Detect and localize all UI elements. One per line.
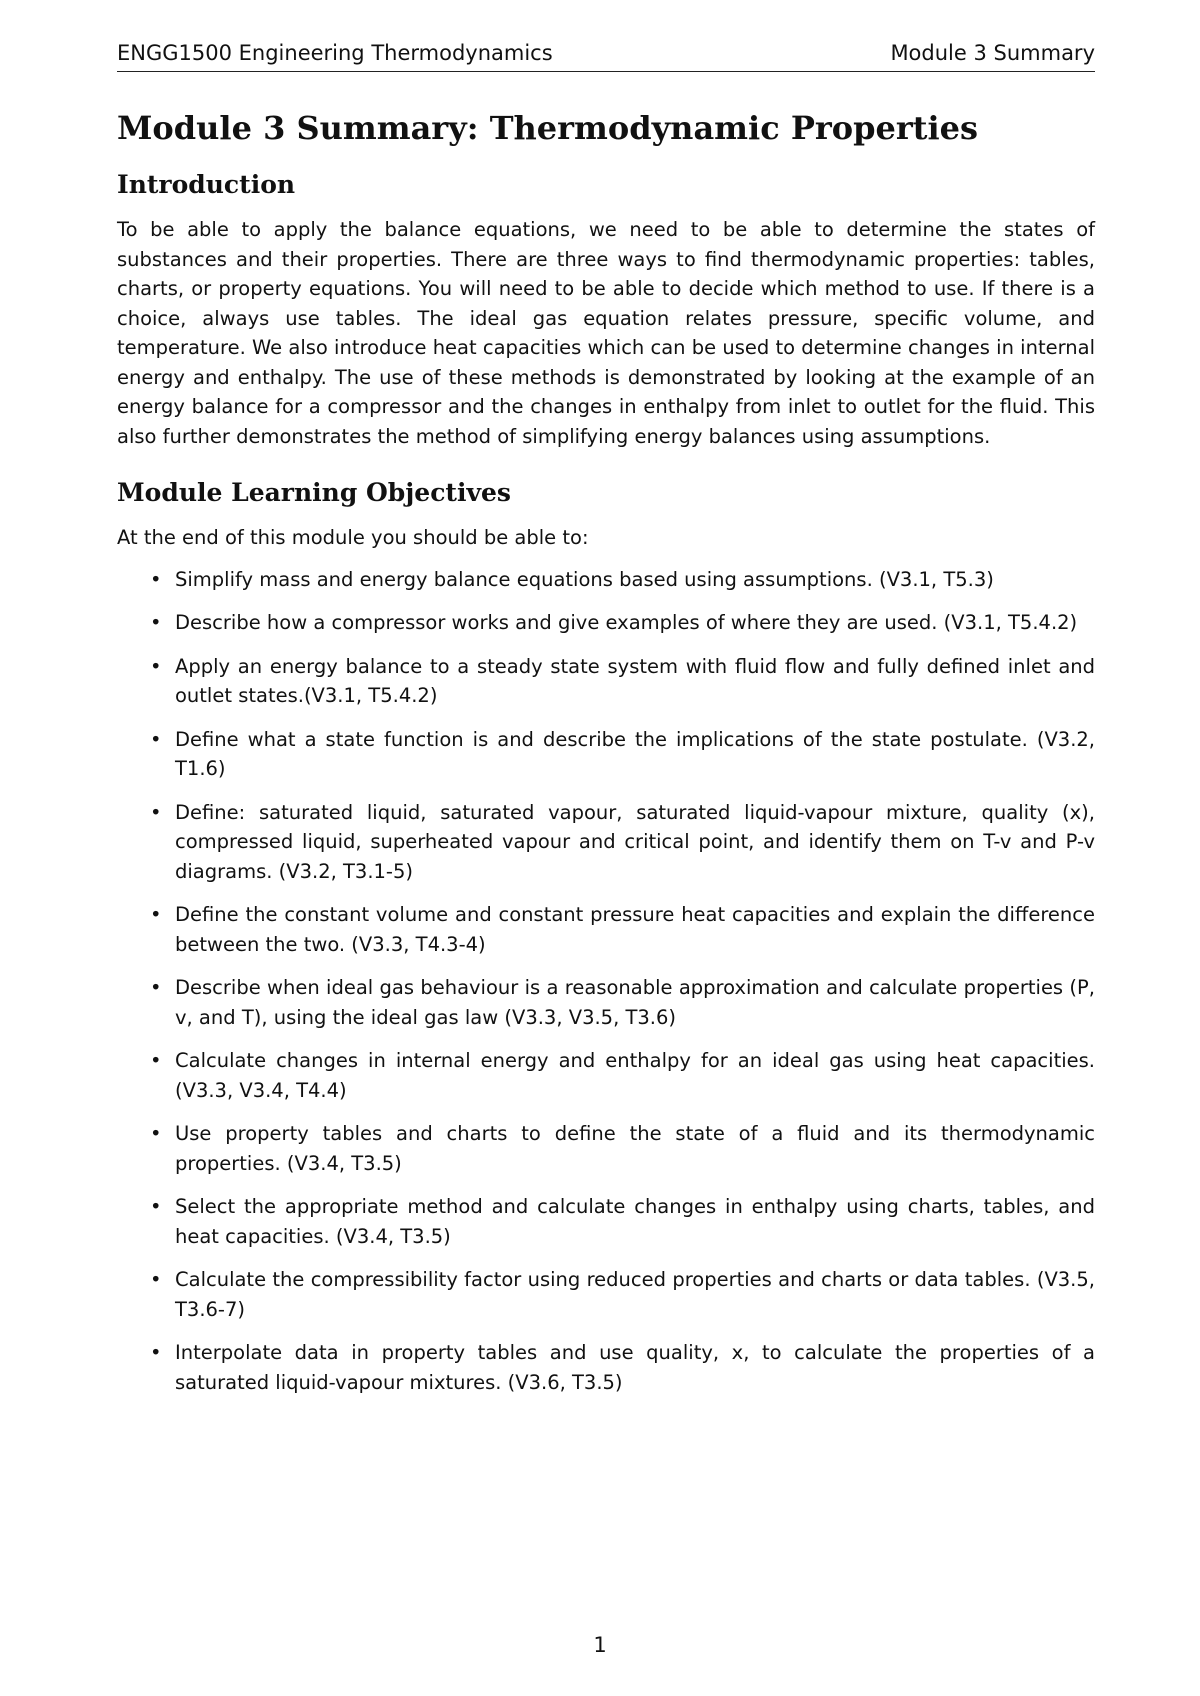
running-header (117, 36, 1095, 72)
objective-item (117, 608, 1095, 638)
objective-text: Simplify mass and energy balance equations based using assumptions. (V3.1, T5.3) (175, 567, 994, 591)
objective-text: Describe when ideal gas behaviour is a reasonable approximation and calculate properties (P, v, and T), using the ideal gas law (V3.3, V3.5, T3.6) (175, 976, 1095, 1029)
header-module-title: Module 3 Summary (890, 41, 1095, 65)
objective-item (117, 1119, 1095, 1178)
objective-item (117, 1192, 1095, 1251)
objectives-list (117, 565, 1095, 1398)
objective-item (117, 1046, 1095, 1105)
objective-item (117, 1338, 1095, 1397)
bullet-icon: • (150, 727, 162, 751)
bullet-icon: • (150, 654, 162, 678)
objective-text: Use property tables and charts to define the state of a fluid and its thermodynamic properties. (V3.4, T3.5) (175, 1122, 1095, 1175)
header-course-title: ENGG1500 Engineering Thermodynamics (117, 41, 553, 65)
page-title: Module 3 Summary: Thermodynamic Properties (117, 109, 978, 147)
objective-text: Define: saturated liquid, saturated vapour, saturated liquid-vapour mixture, quality (x), compressed liquid, superheated vapour and critical point, and identify them on T-v and P-v diagrams. (V3.2, T3.1-5) (175, 800, 1095, 883)
objective-item (117, 652, 1095, 711)
bullet-icon: • (150, 611, 162, 634)
bullet-icon: • (150, 1049, 162, 1072)
objective-text: Select the appropriate method and calculate changes in enthalpy using charts, tables, and heat capacities. (V3.4, T3.5) (175, 1195, 1095, 1248)
objectives-lead: At the end of this module you should be able to: (117, 526, 589, 549)
objective-item (117, 725, 1095, 784)
objective-item (117, 1265, 1095, 1324)
objective-text: Interpolate data in property tables and use quality, x, to calculate the properties of a saturated liquid-vapour mixtures. (V3.6, T3.5) (175, 1341, 1095, 1394)
objectives-heading: Module Learning Objectives (117, 478, 511, 507)
objective-text: Describe how a compressor works and give examples of where they are used. (V3.1, T5.4.2) (175, 611, 1078, 634)
objective-text: Calculate the compressibility factor using reduced properties and charts or data tables. (V3.5, T3.6-7) (175, 1268, 1095, 1321)
introduction-paragraph: To be able to apply the balance equations, we need to be able to determine the states of substances and their properties. There are three ways to find thermodynamic properties: tables, charts, or property equations. You will need to be able to decide which method to use. If there is a choice, always use tables. The ideal gas equation relates pressure, specific volume, and temperature. We also introduce heat capacities which can be used to determine changes in internal energy and enthalpy. The use of these methods is demonstrated by looking at the example of an energy balance for a compressor and the changes in enthalpy from inlet to outlet for the fluid. This also further demonstrates the method of simplifying energy balances using assumptions. (117, 218, 1095, 448)
bullet-icon: • (150, 1268, 162, 1291)
bullet-icon: • (150, 1341, 162, 1364)
bullet-icon: • (150, 903, 162, 926)
objective-item (117, 565, 1095, 595)
bullet-icon: • (150, 567, 162, 591)
bullet-icon: • (150, 800, 162, 824)
objective-text: Apply an energy balance to a steady state system with fluid flow and fully defined inlet and outlet states.(V3.1, T5.4.2) (175, 654, 1095, 707)
objective-text: Define the constant volume and constant pressure heat capacities and explain the difference between the two. (V3.3, T4.3-4) (175, 903, 1095, 956)
bullet-icon: • (150, 1122, 162, 1145)
document-page (117, 36, 1095, 1411)
bullet-icon: • (150, 1195, 162, 1218)
objective-item (117, 798, 1095, 887)
introduction-heading: Introduction (117, 170, 296, 199)
objective-text: Calculate changes in internal energy and enthalpy for an ideal gas using heat capacities. (V3.3, V3.4, T4.4) (175, 1049, 1095, 1102)
objective-item (117, 900, 1095, 959)
page-number: 1 (593, 1633, 607, 1657)
objective-text: Define what a state function is and describe the implications of the state postulate. (V3.2, T1.6) (175, 727, 1095, 780)
objective-item (117, 973, 1095, 1032)
bullet-icon: • (150, 976, 162, 999)
